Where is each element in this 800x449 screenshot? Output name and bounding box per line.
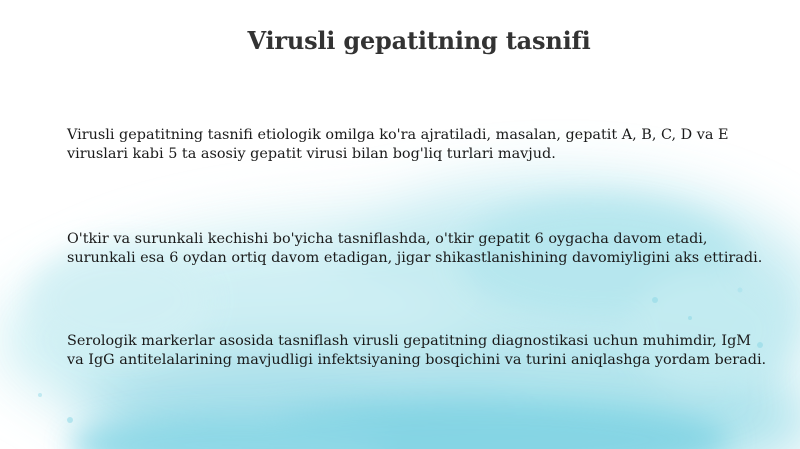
slide-title: Virusli gepatitning tasnifi: [247, 26, 591, 55]
paragraph-etiology: Virusli gepatitning tasnifi etiologik omilga ko'ra ajratiladi, masalan, gepatit A, B, C, D va E viruslari kabi 5 ta asosiy gepatit virusi bilan bog'liq turlari mavjud.: [67, 127, 729, 162]
paragraph-course: O'tkir va surunkali kechishi bo'yicha tasniflashda, o'tkir gepatit 6 oygacha davom etadi, surunkali esa 6 oydan ortiq davom etadigan, jigar shikastlanishining davomiyligini aks ettiradi.: [67, 231, 763, 266]
paragraph-serology: Serologik markerlar asosida tasniflash virusli gepatitning diagnostikasi uchun muhimdir, IgM va IgG antitelalarining mavjudligi infektsiyaning bosqichini va turini aniqlashga yordam beradi.: [67, 333, 767, 368]
